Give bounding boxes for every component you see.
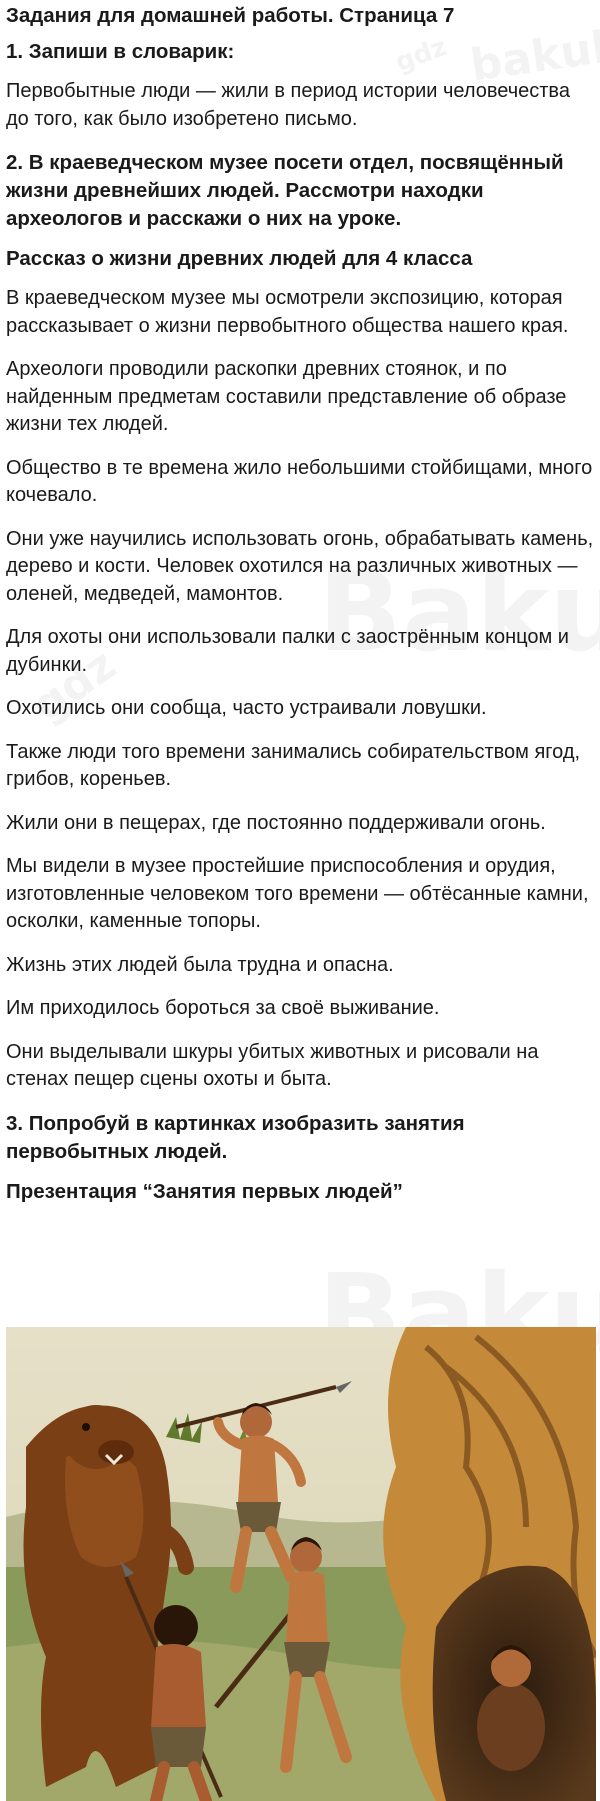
task1-text: Первобытные люди — жили в период истории человечества до того, как было изобретено письмо. — [6, 80, 570, 130]
homework-document — [6, 0, 596, 1206]
story-paragraph: Археологи проводили раскопки древних стоянок, и по найденным предметам составили представление об образе жизни тех людей. — [6, 358, 567, 435]
story-paragraph: Также люди того времени занимались собирательством ягод, грибов, кореньев. — [6, 740, 581, 790]
story-paragraph: Общество в те времена жило небольшими стойбищами, много кочевало. — [6, 456, 593, 506]
story-paragraph: Охотились они сообща, часто устраивали ловушки. — [6, 697, 487, 719]
presentation-title: Презентация “Занятия первых людей” — [6, 1179, 403, 1203]
page-title: Задания для домашней работы. Страница 7 — [6, 4, 455, 27]
story-paragraph: Жили они в пещерах, где постоянно поддерживали огонь. — [6, 811, 546, 834]
story-paragraph: Жизнь этих людей была трудна и опасна. — [6, 953, 394, 976]
story-title: Рассказ о жизни древних людей для 4 класса — [6, 247, 473, 270]
task1-heading: 1. Запиши в словарик: — [6, 40, 235, 63]
story-paragraph: Они выделывали шкуры убитых животных и рисовали на стенах пещер сцены охоты и быта. — [6, 1040, 539, 1090]
task2-heading: 2. В краеведческом музее посети отдел, посвящённый жизни древнейших людей. Рассмотри находки археологов и расскажи о них на уроке. — [6, 151, 564, 230]
story-paragraph: Они уже научились использовать огонь, обрабатывать камень, дерево и кости. Человек охотился на различных животных — оленей, медведей, мамонтов. — [6, 527, 594, 605]
task3-heading: 3. Попробуй в картинках изобразить занятия первобытных людей. — [6, 1111, 465, 1163]
story-paragraph: Им приходилось бороться за своё выживание. — [6, 997, 440, 1019]
story-paragraph: В краеведческом музее мы осмотрели экспозицию, которая рассказывает о жизни первобытного общества нашего края. — [6, 287, 569, 337]
story-paragraph: Мы видели в музее простейшие приспособления и орудия, изготовленные человеком того времени — обтёсанные камни, осколки, каменные топоры. — [6, 855, 589, 932]
story-paragraph: Для охоты они использовали палки с заострённым концом и дубинки. — [6, 626, 569, 676]
primitive-hunt-illustration — [6, 1327, 596, 1801]
